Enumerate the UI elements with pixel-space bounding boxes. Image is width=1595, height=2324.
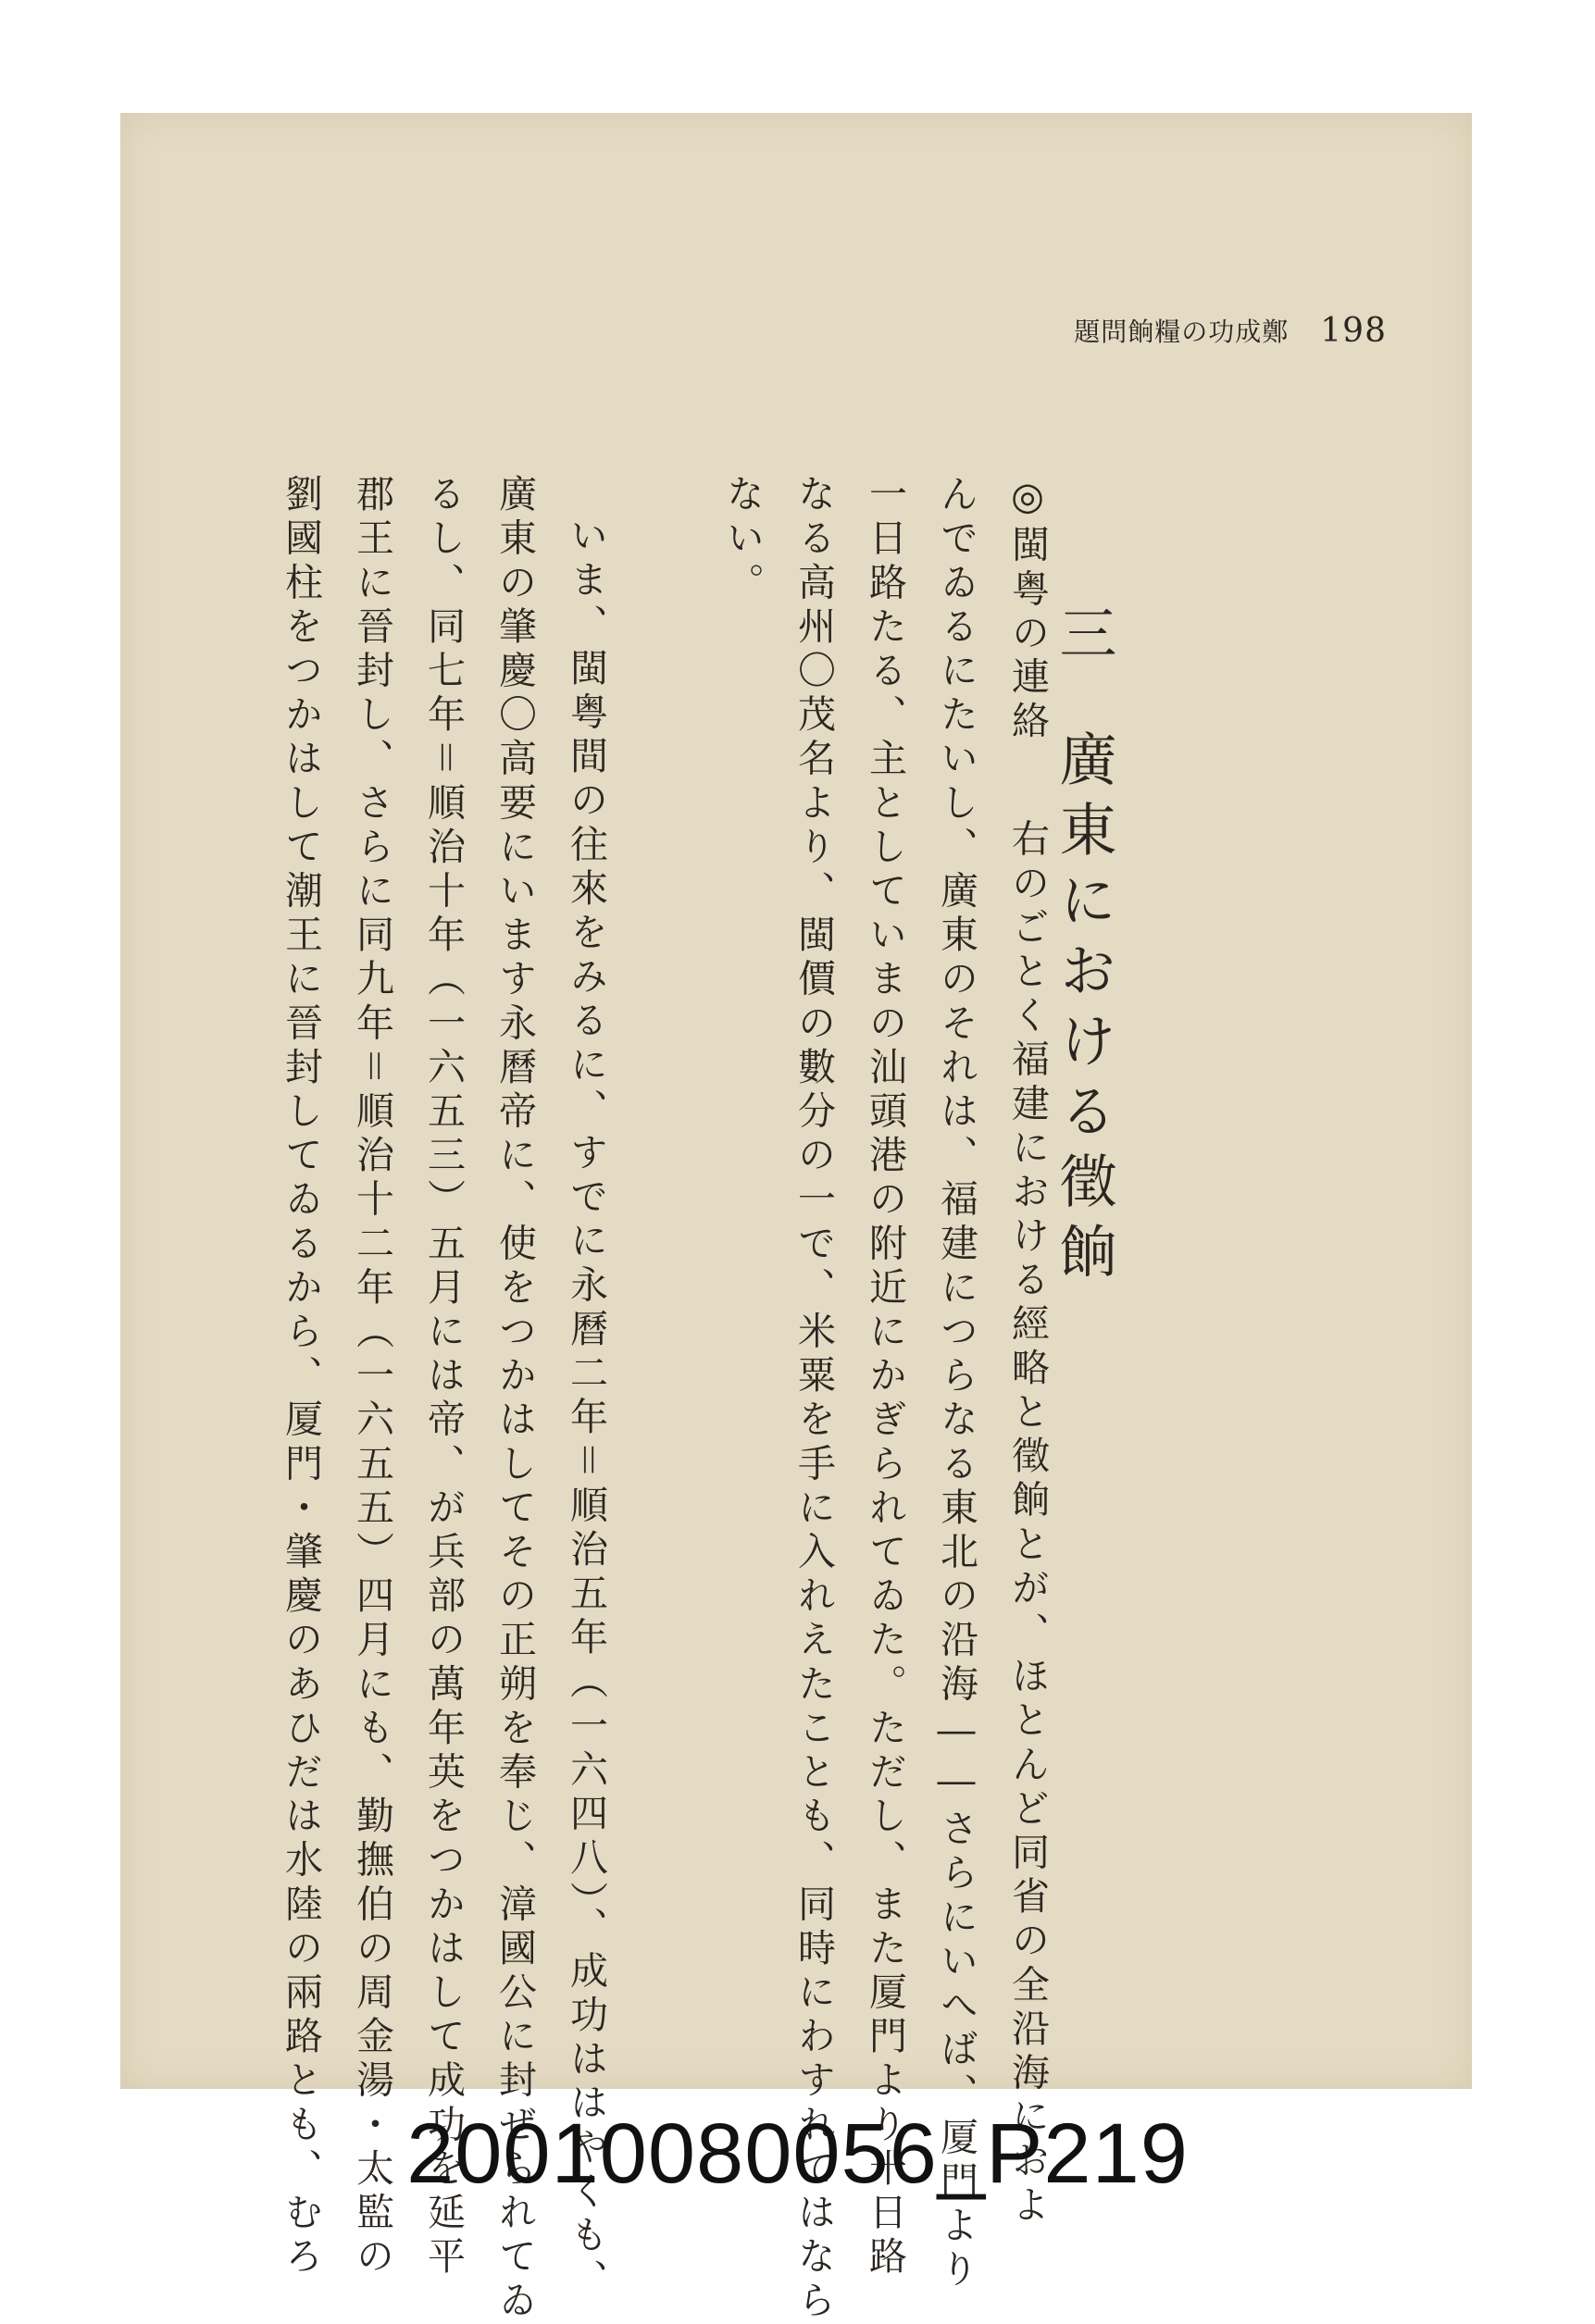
text-line: ない。: [720, 474, 765, 606]
section-heading: [1042, 603, 1125, 1292]
text-line: るし、同七年＝順治十年（一六五三）五月には帝、が兵部の萬年英をつかはして成功を延平: [421, 474, 466, 2281]
text-line: 劉國柱をつかはして潮王に晉封してゐるから、厦門・肇慶のあひだは水陸の兩路とも、むろ: [279, 474, 323, 2281]
paragraph-gap: [638, 474, 690, 1959]
running-title-text: 鄭成功の糧餉問題: [1074, 317, 1290, 347]
running-title: [1074, 312, 1289, 349]
section-number: 三: [1050, 603, 1117, 674]
text-line: んでゐるにたいし、廣東のそれは、福建につらなる東北の沿海――さらにいへば、厦門より: [934, 474, 978, 2293]
text-line: 郡王に晉封し、さらに同九年＝順治十二年（一六五五）四月にも、勤撫伯の周金湯・太監の: [350, 474, 394, 2281]
text-line-content: 右のごとく福建における經略と徵餉とが、ほとんど同省の全沿海におよ: [1005, 818, 1050, 2229]
text-line: いま、閩粤間の往來をみるに、すでに永曆二年＝順治五年（一六四八）、成功ははやくも、: [564, 516, 608, 2304]
text-line: なる高州〇茂名より、閩價の數分の一で、米粟を手に入れえたことも、同時にわすれてはなら: [791, 474, 836, 2324]
text-line: [1005, 474, 1050, 2229]
text-line: 廣東の肇慶〇高要にいます永曆帝に、使をつかはしてその正朔を奉じ、漳國公に封ぜられてゐ: [492, 474, 537, 2324]
page-number: 198: [1320, 311, 1387, 350]
section-title: 廣東における徵餉: [1050, 729, 1117, 1292]
text-line: 一日路たる、主としていまの汕頭港の附近にかぎられてゐた。ただし、また厦門より十日路: [863, 474, 907, 2281]
running-head: [1074, 298, 1387, 363]
sidenote-label: ◎閩粤の連絡: [1005, 474, 1050, 745]
archive-id-caption: 20010080056_P219: [406, 2107, 1189, 2201]
